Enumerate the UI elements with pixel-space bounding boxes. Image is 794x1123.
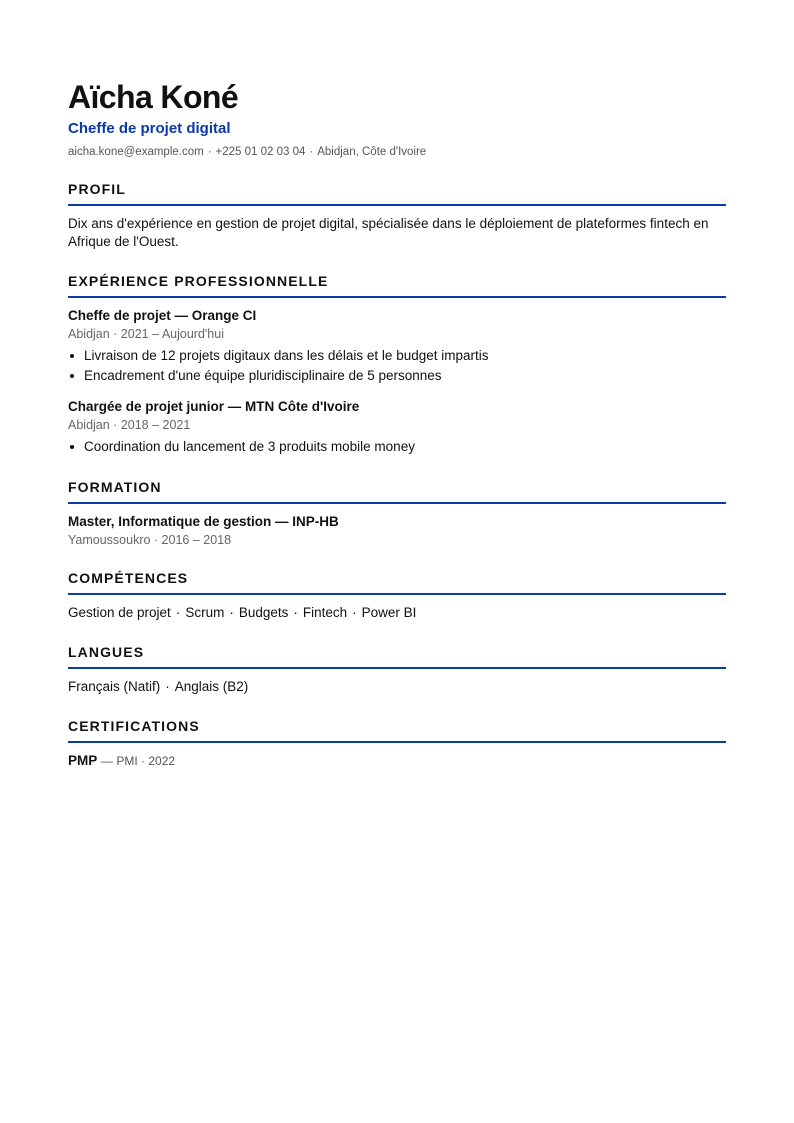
section-profile: [68, 181, 726, 251]
job-meta: Abidjan · 2018 – 2021: [68, 418, 191, 432]
certification-name: PMP: [68, 753, 98, 768]
skill-item: Fintech: [302, 605, 348, 620]
section-heading: FORMATION: [68, 479, 726, 504]
job-entry: [68, 307, 726, 386]
section-heading: LANGUES: [68, 644, 726, 669]
degree-title: Master, Informatique de gestion — INP-HB: [68, 514, 339, 529]
candidate-title: Cheffe de projet digital: [68, 120, 231, 137]
profile-text: Dix ans d'expérience en gestion de projet digital, spécialisée dans le déploiement de plateformes fintech en Afrique de l'Ouest.: [68, 216, 709, 249]
degree-meta: Yamoussoukro · 2016 – 2018: [68, 533, 232, 547]
contact-line: [68, 145, 726, 159]
job-bullets: [68, 437, 726, 457]
skill-item: Budgets: [238, 605, 289, 620]
contact-separator: ·: [207, 146, 212, 158]
contact-separator: ·: [309, 146, 314, 158]
section-heading: EXPÉRIENCE PROFESSIONNELLE: [68, 273, 726, 298]
list-separator: ·: [293, 605, 298, 620]
certification-item: [68, 752, 726, 770]
section-heading: CERTIFICATIONS: [68, 718, 726, 743]
resume-header: [68, 78, 726, 159]
list-separator: ·: [175, 605, 181, 620]
contact-location: Abidjan, Côte d'Ivoire: [317, 146, 427, 158]
skill-item: Scrum: [185, 605, 225, 620]
job-bullet: Livraison de 12 projets digitaux dans les délais et le budget impartis: [84, 346, 726, 366]
job-bullet: Coordination du lancement de 3 produits mobile money: [84, 437, 726, 457]
section-certifications: [68, 718, 726, 770]
section-skills: [68, 570, 726, 622]
job-bullets: [68, 346, 726, 386]
section-heading: COMPÉTENCES: [68, 570, 726, 595]
job-title: Chargée de projet junior — MTN Côte d'Ivoire: [68, 399, 360, 414]
contact-phone: +225 01 02 03 04: [215, 146, 306, 158]
job-title: Cheffe de projet — Orange CI: [68, 308, 257, 323]
job-bullet: Encadrement d'une équipe pluridisciplinaire de 5 personnes: [84, 366, 726, 386]
job-entry: [68, 398, 726, 457]
certification-meta: — PMI · 2022: [101, 754, 176, 768]
list-separator: ·: [165, 679, 170, 694]
language-item: Français (Natif): [68, 679, 161, 694]
section-heading: PROFIL: [68, 181, 726, 206]
language-item: Anglais (B2): [174, 679, 249, 694]
candidate-name: Aïcha Koné: [68, 79, 239, 115]
languages-list: [68, 678, 726, 696]
job-meta: Abidjan · 2021 – Aujourd'hui: [68, 327, 224, 341]
list-separator: ·: [229, 605, 234, 620]
section-languages: [68, 644, 726, 696]
skill-item: Power BI: [361, 605, 417, 620]
skills-list: [68, 604, 726, 622]
list-separator: ·: [352, 605, 357, 620]
section-experience: [68, 273, 726, 457]
skill-item: Gestion de projet: [68, 605, 171, 620]
contact-email: aicha.kone@example.com: [68, 146, 204, 158]
section-education: [68, 479, 726, 548]
